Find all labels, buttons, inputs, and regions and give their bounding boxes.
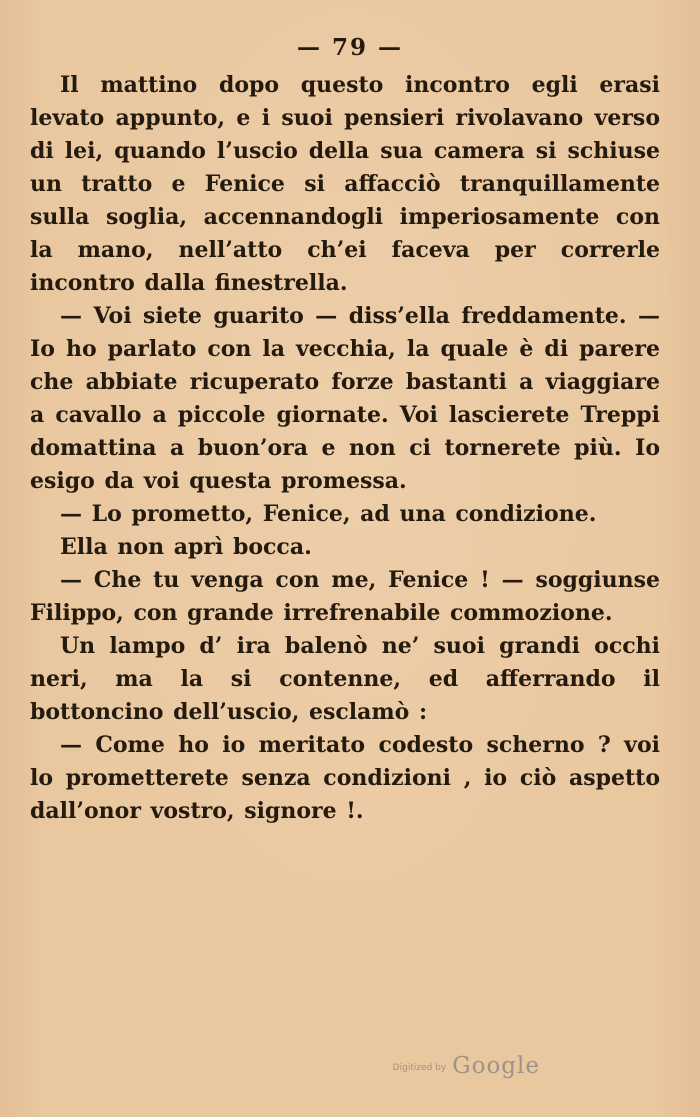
footer xyxy=(0,1053,540,1079)
paragraph-5: — Che tu venga con me, Fenice ! — soggiunse Filippo, con grande irrefrenabile commozione. xyxy=(30,567,660,626)
paragraph-1: Il mattino dopo questo incontro egli erasi levato appunto, e i suoi pensieri rivolavano verso di lei, quando l’uscio della sua camera si schiuse un tratto e Fenice si affacciò tranquillamente sulla soglia, accennandogli imperiosamente con la mano, nell’atto ch’ei faceva per correrle incontro dalla finestrella. xyxy=(30,72,660,296)
digitized-by-label: Digitized by xyxy=(392,1063,447,1073)
text-block xyxy=(30,69,660,828)
paragraph-4: Ella non aprì bocca. xyxy=(60,534,312,560)
paragraph-6: Un lampo d’ ira balenò ne’ suoi grandi occhi neri, ma la si contenne, ed afferrando il bottoncino dell’uscio, esclamò : xyxy=(30,633,660,725)
paragraph-2: — Voi siete guarito — diss’ella freddamente. — Io ho parlato con la vecchia, la quale è di parere che abbiate ricuperato forze bastanti a viaggiare a cavallo a piccole giornate. Voi lascierete Treppi domattina a buon’ora e non ci tornerete più. Io esigo da voi questa promessa. xyxy=(30,303,660,494)
paragraph-7: — Come ho io meritato codesto scherno ? voi lo prometterete senza condizioni , io ciò aspetto dall’onor vostro, signore !. xyxy=(30,732,660,824)
paragraph-3: — Lo prometto, Fenice, ad una condizione. xyxy=(60,501,597,527)
page-number: — 79 — xyxy=(296,34,404,61)
google-watermark: Google xyxy=(452,1053,540,1079)
